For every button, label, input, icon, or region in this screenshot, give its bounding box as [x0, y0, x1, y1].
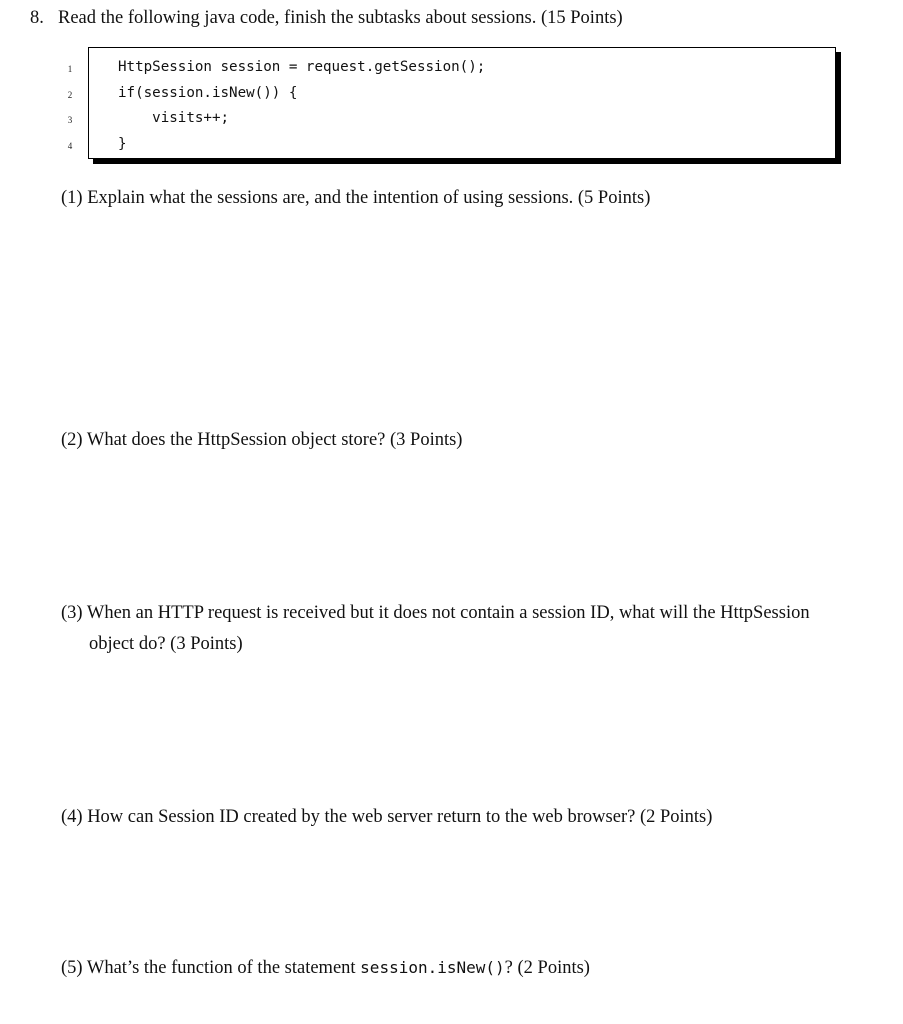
- subtask-5: [61, 952, 590, 984]
- subtask-4: [61, 802, 712, 833]
- subtask-5-suffix: ? (2 Points): [504, 958, 590, 978]
- subtask-2-text: (2) What does the HttpSession object store? (3 Points): [61, 430, 463, 450]
- subtask-3-line-1: (3) When an HTTP request is received but it does not contain a session ID, what will the HttpSession: [61, 603, 810, 623]
- code-line: HttpSession session = request.getSession();: [118, 59, 486, 75]
- subtask-4-text: (4) How can Session ID created by the web server return to the web browser? (2 Points): [61, 807, 713, 827]
- question-text: Read the following java code, finish the subtasks about sessions. (15 Points): [58, 8, 623, 28]
- line-number: 3: [67, 115, 73, 125]
- subtask-5-code: session.isNew(): [360, 958, 505, 977]
- code-lines: [118, 55, 485, 157]
- code-line-numbers: [60, 57, 80, 159]
- code-line: if(session.isNew()) {: [118, 84, 298, 101]
- subtask-1: [61, 183, 650, 214]
- subtask-3-line-2: object do? (3 Points): [89, 634, 243, 654]
- code-line: }: [118, 135, 127, 152]
- question-heading: [30, 8, 623, 29]
- code-line: visits++;: [118, 110, 230, 126]
- subtask-1-text: (1) Explain what the sessions are, and the intention of using sessions. (5 Points): [61, 188, 651, 208]
- line-number: 2: [67, 89, 73, 100]
- line-number: 4: [67, 140, 73, 151]
- subtask-2: [61, 425, 462, 456]
- line-number: 1: [67, 64, 73, 74]
- subtask-5-prefix: (5) What’s the function of the statement: [61, 958, 361, 978]
- subtask-3: [61, 598, 810, 660]
- question-number: 8.: [30, 8, 44, 28]
